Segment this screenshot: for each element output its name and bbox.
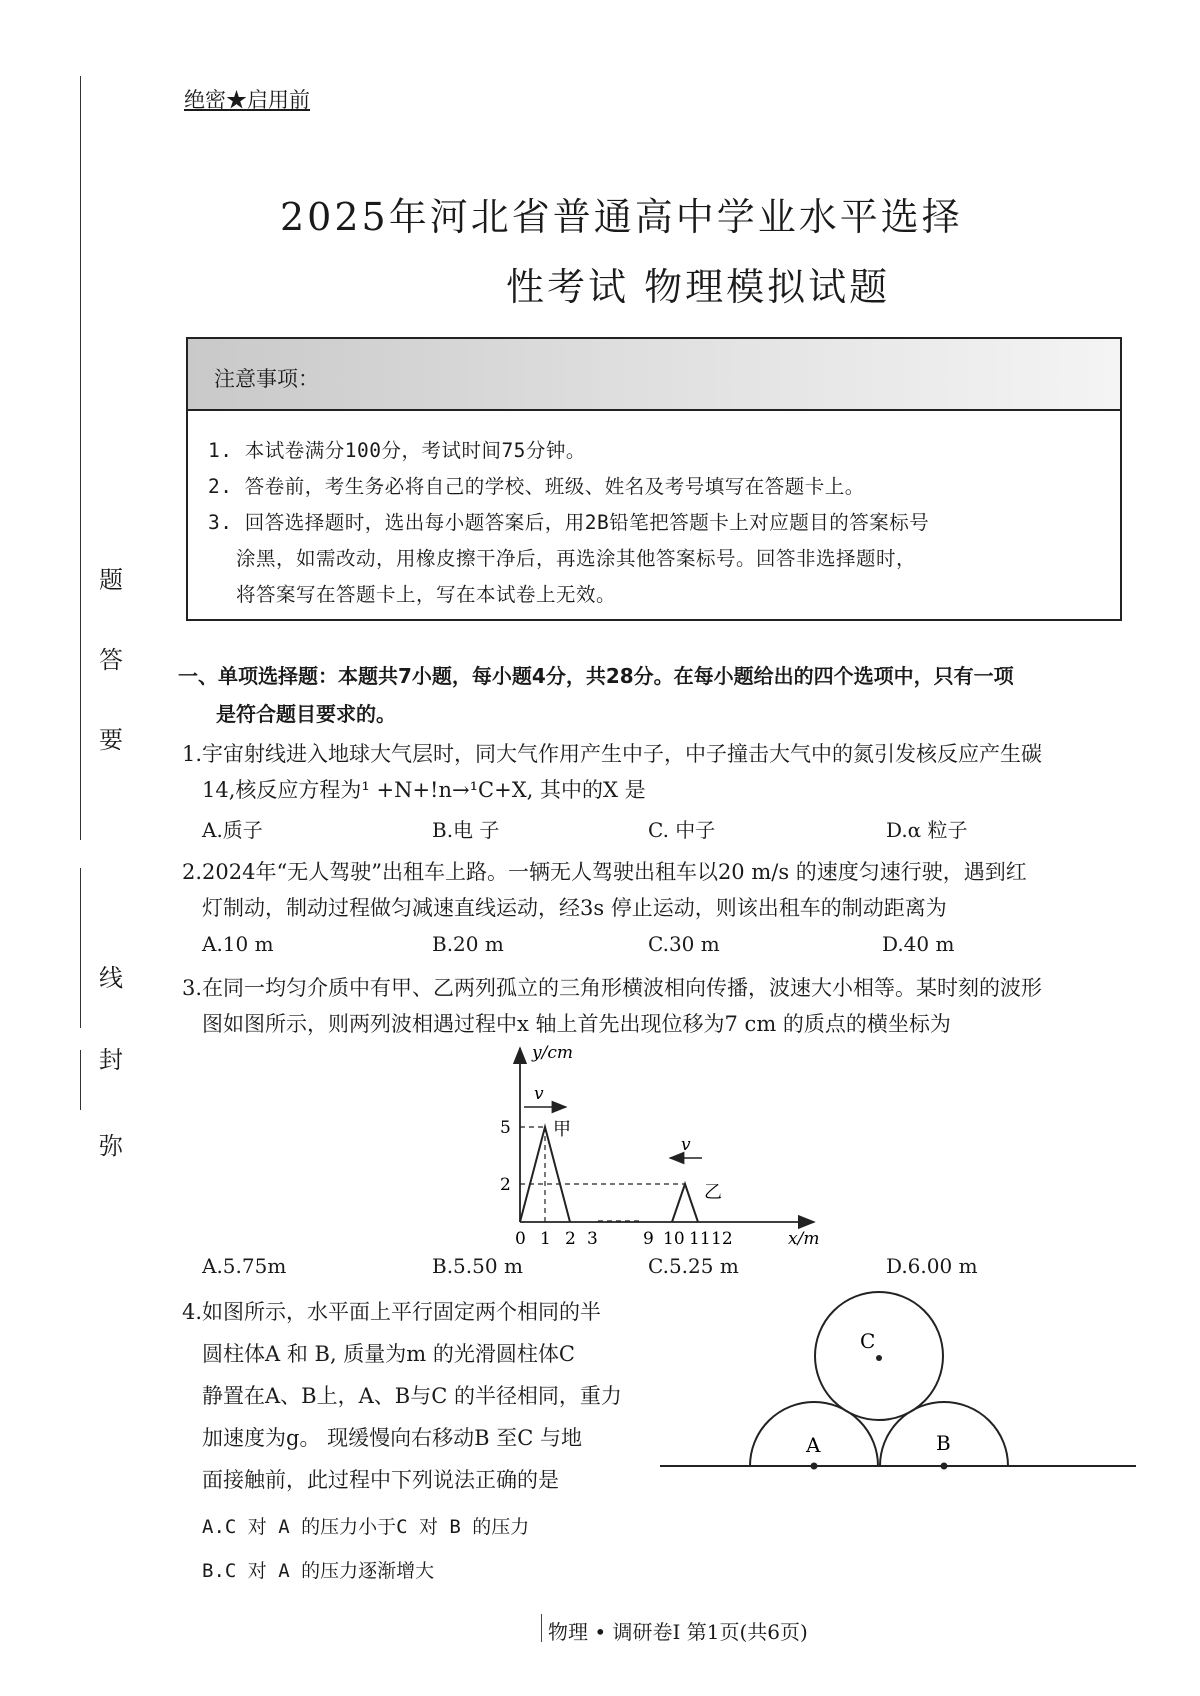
center-dot-b — [941, 1463, 948, 1470]
question-4-line: 静置在A、B上，A、B与C 的半径相同，重力 — [202, 1384, 622, 1408]
notice-heading: 注意事项： — [214, 367, 319, 391]
notice-item: 2. 答卷前，考生务必将自己的学校、班级、姓名及考号填写在答题卡上。 — [208, 475, 865, 498]
y-axis-label: y/cm — [532, 1043, 573, 1063]
x-tick-label: 2 — [565, 1229, 576, 1249]
notice-item: 将答案写在答题卡上，写在本试卷上无效。 — [236, 583, 617, 606]
x-tick-label: 3 — [587, 1229, 598, 1249]
question-3-option: C.5.25 m — [648, 1254, 739, 1278]
cylinder-label-c: C — [860, 1329, 876, 1353]
question-1-line: 1.宇宙射线进入地球大气层时，同大气作用产生中子，中子撞击大气中的氮引发核反应产生碳 — [182, 742, 1043, 766]
notice-item: 涂黑，如需改动，用橡皮擦干净后，再选涂其他答案标号。回答非选择题时， — [236, 547, 917, 570]
margin-label: 题 — [99, 566, 123, 594]
question-2-line: 灯制动，制动过程做匀减速直线运动，经3s 停止运动，则该出租车的制动距离为 — [202, 896, 947, 920]
question-4-option: A.C 对 A 的压力小于C 对 B 的压力 — [202, 1516, 530, 1538]
y-tick-label: 2 — [500, 1175, 511, 1195]
velocity-label-a: v — [534, 1084, 544, 1104]
question-1-option: C. 中子 — [648, 818, 716, 842]
question-4-line: 加速度为g。 现缓慢向右移动B 至C 与地 — [202, 1426, 582, 1450]
cylinder-figure — [660, 1290, 1140, 1480]
question-1-option: B.电 子 — [432, 818, 500, 842]
question-4-line: 圆柱体A 和 B, 质量为m 的光滑圆柱体C — [202, 1342, 575, 1366]
section-heading-cont: 是符合题目要求的。 — [216, 702, 396, 726]
binding-margin-line-mid — [80, 868, 81, 1028]
question-2-option: C.30 m — [648, 932, 720, 956]
wave-a-label: 甲 — [553, 1119, 571, 1140]
question-4-line: 4.如图所示，水平面上平行固定两个相同的半 — [182, 1300, 602, 1324]
footer-divider — [541, 1614, 542, 1642]
question-1-option: A.质子 — [202, 818, 263, 842]
notice-item: 1. 本试卷满分100分，考试时间75分钟。 — [208, 439, 586, 462]
x-tick-label: 10 — [663, 1229, 685, 1249]
binding-margin-line-top — [80, 76, 81, 840]
margin-label: 答 — [99, 646, 123, 674]
question-2-line: 2.2024年“无人驾驶”出租车上路。一辆无人驾驶出租车以20 m/s 的速度匀速行驶，遇到红 — [182, 860, 1027, 884]
question-3-line: 3.在同一均匀介质中有甲、乙两列孤立的三角形横波相向传播，波速大小相等。某时刻的波形 — [182, 976, 1043, 1000]
exam-title-line2: 性考试 物理模拟试题 — [506, 265, 891, 309]
margin-label: 弥 — [99, 1132, 123, 1160]
x-tick-label: 12 — [711, 1229, 733, 1249]
cylinder-label-a: A — [806, 1433, 821, 1457]
cylinder-label-b: B — [936, 1431, 951, 1455]
x-tick-label: 0 — [515, 1229, 526, 1249]
center-dot-c — [876, 1355, 882, 1361]
margin-label: 线 — [99, 964, 123, 992]
question-2-option: A.10 m — [202, 932, 274, 956]
question-4-line: 面接触前，此过程中下列说法正确的是 — [202, 1468, 559, 1492]
center-dot-a — [811, 1463, 818, 1470]
question-2-option: B.20 m — [432, 932, 504, 956]
wave-b-shape — [672, 1184, 698, 1222]
section-heading: 一、单项选择题：本题共7小题，每小题4分，共28分。在每小题给出的四个选项中，只有一项 — [178, 664, 1014, 688]
margin-label: 要 — [99, 726, 123, 754]
notice-heading-bar — [188, 339, 1120, 411]
velocity-label-b: v — [681, 1135, 691, 1155]
x-tick-label: 1 — [540, 1229, 551, 1249]
margin-label: 封 — [99, 1046, 123, 1074]
notice-item: 3. 回答选择题时，选出每小题答案后，用2B铅笔把答题卡上对应题目的答案标号 — [208, 511, 930, 534]
binding-margin-line-bottom — [80, 1050, 81, 1110]
question-3-line: 图如图所示，则两列波相遇过程中x 轴上首先出现位移为7 cm 的质点的横坐标为 — [202, 1012, 951, 1036]
confidential-mark: 绝密★启用前 — [184, 88, 310, 112]
x-tick-label: 9 — [643, 1229, 654, 1249]
question-3-option: A.5.75m — [202, 1254, 287, 1278]
notice-box — [186, 337, 1122, 621]
question-1-line: 14,核反应方程为¹ +N+!n→¹C+X, 其中的X 是 — [202, 778, 646, 802]
x-axis-label: x/m — [788, 1229, 820, 1249]
question-3-option: B.5.50 m — [432, 1254, 523, 1278]
question-4-option: B.C 对 A 的压力逐渐增大 — [202, 1560, 435, 1582]
wave-b-label: 乙 — [704, 1182, 722, 1203]
y-tick-label: 5 — [500, 1118, 511, 1138]
wave-figure — [490, 1040, 840, 1250]
exam-title-line1: 2025年河北省普通高中学业水平选择 — [280, 195, 963, 239]
question-1-option: D.α 粒子 — [886, 818, 968, 842]
question-3-option: D.6.00 m — [886, 1254, 978, 1278]
question-2-option: D.40 m — [882, 932, 955, 956]
x-tick-label: 11 — [689, 1229, 711, 1249]
page-footer: 物理 • 调研卷I 第1页(共6页) — [548, 1620, 808, 1644]
